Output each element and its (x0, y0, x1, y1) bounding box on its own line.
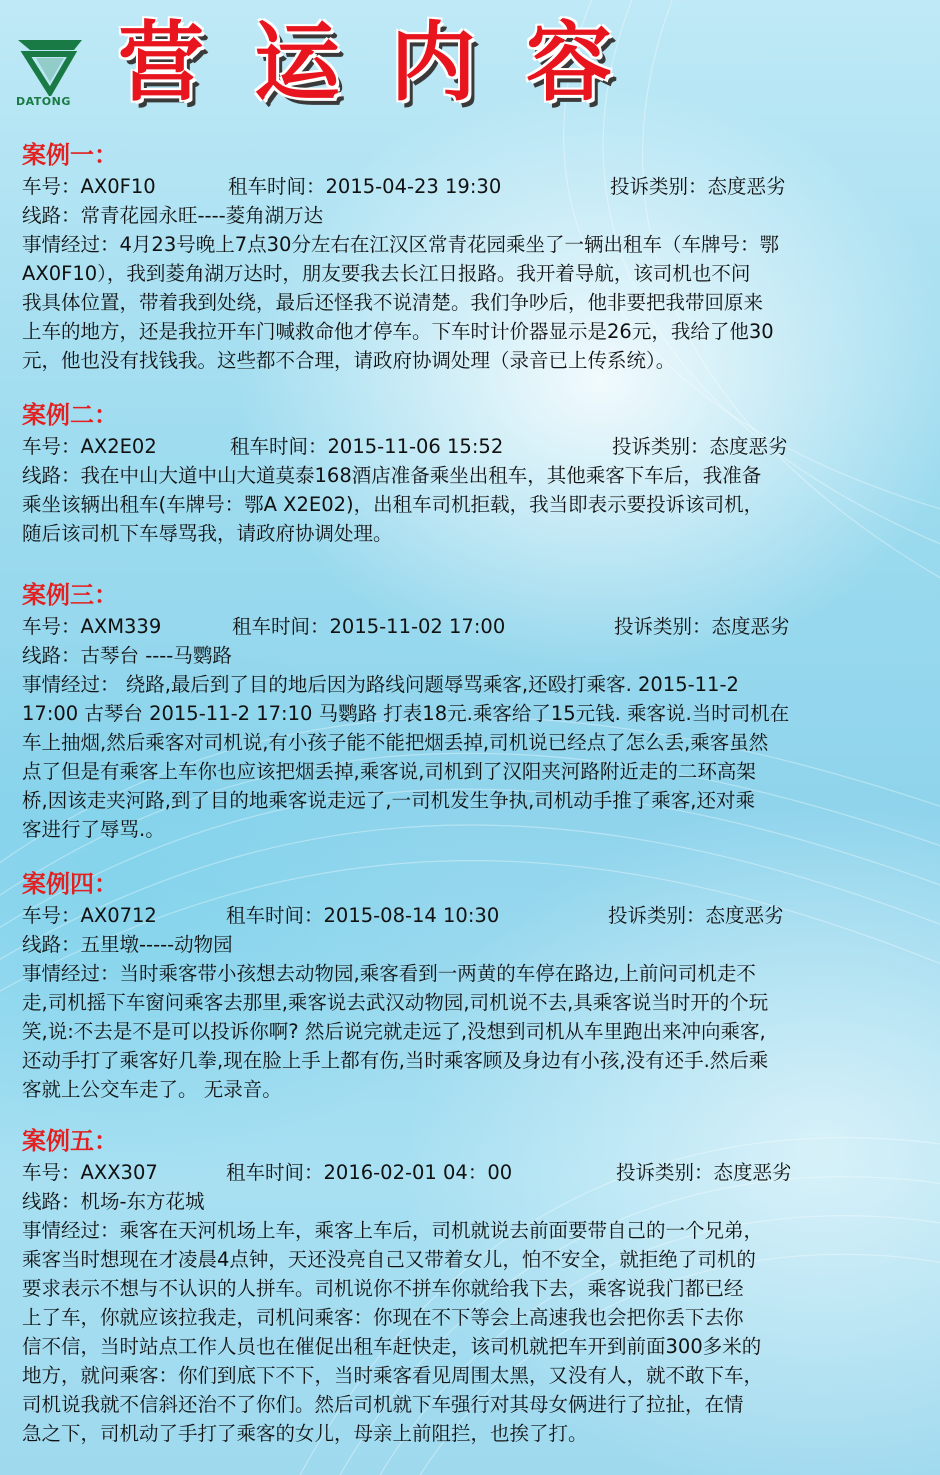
case-title: 案例一： (22, 141, 118, 169)
case-block (22, 867, 927, 1104)
narrative-line: 车上抽烟,然后乘客对司机说,有小孩子能不能把烟丢掉,司机说已经点了怎么丢,乘客虽然 (22, 731, 769, 754)
narrative-line: 乘客当时想现在才凌晨4点钟，天还没亮自己又带着女儿，怕不安全，就拒绝了司机的 (22, 1248, 756, 1271)
complaint-type: 投诉类别：态度恶劣 (608, 904, 784, 927)
page-title: 营运内容 (118, 13, 662, 113)
rental-time: 租车时间：2015-04-23 19:30 (228, 175, 502, 198)
case-block (22, 398, 927, 548)
narrative-line: 要求表示不想与不认识的人拼车。司机说你不拼车你就给我下去，乘客说我门都已经 (22, 1277, 744, 1300)
narrative-line: 客就上公交车走了。 无录音。 (22, 1078, 282, 1101)
narrative-line: 线路：我在中山大道中山大道莫泰168酒店准备乘坐出租车，其他乘客下车后，我准备 (22, 464, 762, 487)
case-title: 案例三： (22, 581, 118, 609)
plate-number: 车号：AX2E02 (22, 435, 157, 458)
rental-time: 租车时间：2015-08-14 10:30 (226, 904, 500, 927)
case-meta (22, 901, 927, 930)
narrative-line: 急之下，司机动了手打了乘客的女儿，母亲上前阻拦，也挨了打。 (22, 1422, 588, 1445)
case-block (22, 1124, 927, 1448)
narrative-line: 随后该司机下车辱骂我，请政府协调处理。 (22, 522, 393, 545)
complaint-type: 投诉类别：态度恶劣 (616, 1161, 792, 1184)
case-meta (22, 432, 927, 461)
narrative-line: 客进行了辱骂.。 (22, 818, 165, 841)
rental-time: 租车时间：2015-11-06 15:52 (230, 435, 504, 458)
narrative-line: 点了但是有乘客上车你也应该把烟丢掉,乘客说,司机到了汉阳夹河路附近走的二环高架 (22, 760, 756, 783)
case-title: 案例二： (22, 401, 118, 429)
narrative-line: 事情经过：乘客在天河机场上车，乘客上车后，司机就说去前面要带自己的一个兄弟， (22, 1219, 764, 1242)
narrative-line: 信不信，当时站点工作人员也在催促出租车赶快走，该司机就把车开到前面300多米的 (22, 1335, 762, 1358)
case-meta (22, 172, 927, 201)
narrative-line: 上了车，你就应该拉我走，司机问乘客：你现在不下等会上高速我也会把你丢下去你 (22, 1306, 744, 1329)
complaint-type: 投诉类别：态度恶劣 (610, 175, 786, 198)
route: 线路：古琴台 ----马鹦路 (22, 644, 232, 667)
case-block (22, 138, 927, 375)
case-title: 案例四： (22, 870, 118, 898)
narrative-line: 桥,因该走夹河路,到了目的地乘客说走远了,一司机发生争执,司机动手推了乘客,还对乘 (22, 789, 755, 812)
logo-text: DATONG (16, 95, 71, 108)
narrative-line: 乘坐该辆出租车(车牌号：鄂A X2E02)，出租车司机拒载，我当即表示要投诉该司机， (22, 493, 764, 516)
route: 线路：机场-东方花城 (22, 1190, 205, 1213)
narrative-line: 走,司机摇下车窗问乘客去那里,乘客说去武汉动物园,司机说不去,具乘客说当时开的个玩 (22, 991, 769, 1014)
rental-time: 租车时间：2015-11-02 17:00 (232, 615, 506, 638)
narrative-line: AX0F10），我到菱角湖万达时，朋友要我去长江日报路。我开着导航，该司机也不问 (22, 262, 751, 285)
case-block (22, 578, 927, 844)
route: 线路：常青花园永旺----菱角湖万达 (22, 204, 324, 227)
case-meta (22, 1158, 927, 1187)
route: 线路：五里墩-----动物园 (22, 933, 233, 956)
complaint-type: 投诉类别：态度恶劣 (614, 615, 790, 638)
narrative-line: 元，他也没有找钱我。这些都不合理，请政府协调处理（录音已上传系统）。 (22, 349, 676, 372)
narrative-line: 我具体位置，带着我到处绕，最后还怪我不说清楚。我们争吵后，他非要把我带回原来 (22, 291, 764, 314)
plate-number: 车号：AX0712 (22, 904, 157, 927)
narrative-line: 事情经过：4月23号晚上7点30分左右在江汉区常青花园乘坐了一辆出租车（车牌号：鄂 (22, 233, 779, 256)
narrative-line: 还动手打了乘客好几拳,现在脸上手上都有伤,当时乘客顾及身边有小孩,没有还手.然后乘 (22, 1049, 769, 1072)
plate-number: 车号：AXM339 (22, 615, 162, 638)
narrative-line: 笑,说:不去是不是可以投诉你啊? 然后说完就走远了,没想到司机从车里跑出来冲向乘客, (22, 1020, 766, 1043)
complaint-type: 投诉类别：态度恶劣 (612, 435, 788, 458)
narrative-line: 司机说我就不信斜还治不了你们。然后司机就下车强行对其母女俩进行了拉扯，在情 (22, 1393, 744, 1416)
narrative-line: 事情经过： 绕路,最后到了目的地后因为路线问题辱骂乘客,还殴打乘客. 2015-11-2 (22, 673, 739, 696)
narrative-line: 事情经过：当时乘客带小孩想去动物园,乘客看到一两黄的车停在路边,上前问司机走不 (22, 962, 756, 985)
plate-number: 车号：AX0F10 (22, 175, 156, 198)
narrative-line: 上车的地方，还是我拉开车门喊救命他才停车。下车时计价器显示是26元，我给了他30 (22, 320, 774, 343)
case-meta (22, 612, 927, 641)
plate-number: 车号：AXX307 (22, 1161, 158, 1184)
narrative-line: 17:00 古琴台 2015-11-2 17:10 马鹦路 打表18元.乘客给了15元钱. 乘客说.当时司机在 (22, 702, 790, 725)
rental-time: 租车时间：2016-02-01 04：00 (226, 1161, 513, 1184)
case-title: 案例五： (22, 1127, 118, 1155)
narrative-line: 地方，就问乘客：你们到底下不下，当时乘客看见周围太黑，又没有人，就不敢下车， (22, 1364, 764, 1387)
